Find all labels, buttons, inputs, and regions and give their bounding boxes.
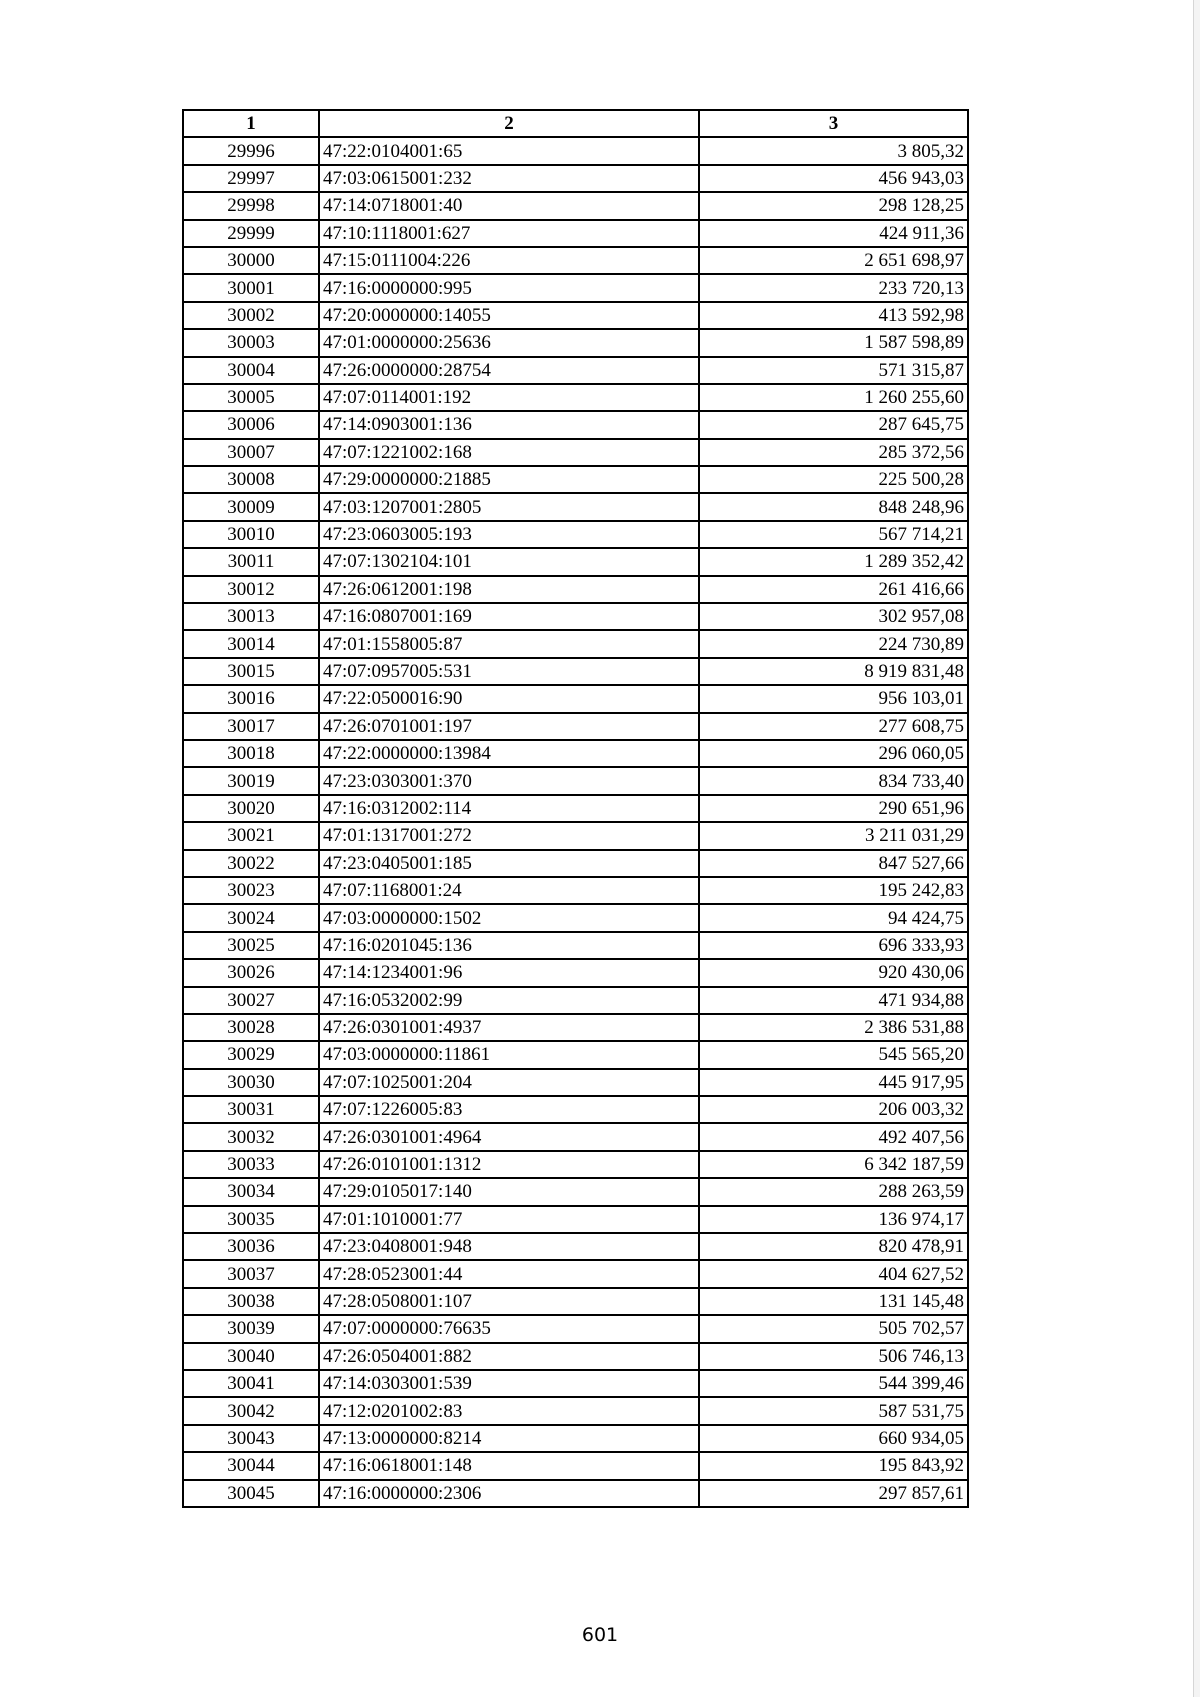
table-row — [183, 685, 968, 712]
row-number-cell: 29996 — [183, 137, 319, 164]
cadastral-number-cell: 47:16:0000000:2306 — [319, 1480, 699, 1507]
row-number-cell: 30022 — [183, 850, 319, 877]
value-cell: 290 651,96 — [699, 795, 968, 822]
table-row — [183, 384, 968, 411]
table-row — [183, 1452, 968, 1479]
value-cell: 6 342 187,59 — [699, 1151, 968, 1178]
cadastral-number-cell: 47:28:0508001:107 — [319, 1288, 699, 1315]
row-number-cell: 30023 — [183, 877, 319, 904]
cadastral-number-cell: 47:01:1317001:272 — [319, 822, 699, 849]
value-cell: 587 531,75 — [699, 1397, 968, 1424]
data-table — [182, 109, 969, 1508]
cadastral-number-cell: 47:26:0301001:4964 — [319, 1123, 699, 1150]
value-cell: 505 702,57 — [699, 1315, 968, 1342]
row-number-cell: 30015 — [183, 658, 319, 685]
row-number-cell: 30025 — [183, 932, 319, 959]
cadastral-number-cell: 47:16:0618001:148 — [319, 1452, 699, 1479]
value-cell: 3 211 031,29 — [699, 822, 968, 849]
value-cell: 3 805,32 — [699, 137, 968, 164]
value-cell: 492 407,56 — [699, 1123, 968, 1150]
row-number-cell: 30038 — [183, 1288, 319, 1315]
row-number-cell: 30041 — [183, 1370, 319, 1397]
value-cell: 696 333,93 — [699, 932, 968, 959]
table-row — [183, 630, 968, 657]
cadastral-number-cell: 47:01:1010001:77 — [319, 1206, 699, 1233]
table-row — [183, 1014, 968, 1041]
value-cell: 920 430,06 — [699, 959, 968, 986]
value-cell: 848 248,96 — [699, 493, 968, 520]
value-cell: 445 917,95 — [699, 1069, 968, 1096]
cadastral-number-cell: 47:07:1221002:168 — [319, 439, 699, 466]
cadastral-number-cell: 47:07:1168001:24 — [319, 877, 699, 904]
table-row — [183, 192, 968, 219]
table-row — [183, 247, 968, 274]
value-cell: 287 645,75 — [699, 411, 968, 438]
value-cell: 8 919 831,48 — [699, 658, 968, 685]
row-number-cell: 30021 — [183, 822, 319, 849]
row-number-cell: 30014 — [183, 630, 319, 657]
row-number-cell: 30010 — [183, 521, 319, 548]
table-row — [183, 1069, 968, 1096]
cadastral-number-cell: 47:12:0201002:83 — [319, 1397, 699, 1424]
cadastral-number-cell: 47:01:1558005:87 — [319, 630, 699, 657]
value-cell: 413 592,98 — [699, 302, 968, 329]
table-row — [183, 1151, 968, 1178]
value-cell: 288 263,59 — [699, 1178, 968, 1205]
table-row — [183, 959, 968, 986]
value-cell: 233 720,13 — [699, 274, 968, 301]
row-number-cell: 30026 — [183, 959, 319, 986]
row-number-cell: 30019 — [183, 767, 319, 794]
row-number-cell: 30042 — [183, 1397, 319, 1424]
cadastral-number-cell: 47:16:0532002:99 — [319, 987, 699, 1014]
table-row — [183, 1233, 968, 1260]
cadastral-number-cell: 47:14:0903001:136 — [319, 411, 699, 438]
table-row — [183, 1480, 968, 1507]
column-header-3: 3 — [699, 110, 968, 137]
value-cell: 660 934,05 — [699, 1425, 968, 1452]
value-cell: 136 974,17 — [699, 1206, 968, 1233]
cadastral-number-cell: 47:07:1302104:101 — [319, 548, 699, 575]
table-row — [183, 493, 968, 520]
cadastral-number-cell: 47:20:0000000:14055 — [319, 302, 699, 329]
row-number-cell: 30000 — [183, 247, 319, 274]
table-row — [183, 904, 968, 931]
row-number-cell: 30008 — [183, 466, 319, 493]
row-number-cell: 29997 — [183, 165, 319, 192]
value-cell: 195 843,92 — [699, 1452, 968, 1479]
table-row — [183, 357, 968, 384]
cadastral-number-cell: 47:26:0701001:197 — [319, 713, 699, 740]
cadastral-number-cell: 47:14:0718001:40 — [319, 192, 699, 219]
table-row — [183, 521, 968, 548]
value-cell: 956 103,01 — [699, 685, 968, 712]
table-row — [183, 603, 968, 630]
row-number-cell: 30003 — [183, 329, 319, 356]
value-cell: 1 587 598,89 — [699, 329, 968, 356]
table-row — [183, 658, 968, 685]
table-row — [183, 411, 968, 438]
row-number-cell: 30040 — [183, 1343, 319, 1370]
row-number-cell: 30018 — [183, 740, 319, 767]
row-number-cell: 30030 — [183, 1069, 319, 1096]
table-body — [183, 137, 968, 1507]
table-row — [183, 1425, 968, 1452]
value-cell: 404 627,52 — [699, 1260, 968, 1287]
table-row — [183, 1178, 968, 1205]
cadastral-number-cell: 47:03:0000000:1502 — [319, 904, 699, 931]
row-number-cell: 30044 — [183, 1452, 319, 1479]
table-row — [183, 137, 968, 164]
row-number-cell: 30002 — [183, 302, 319, 329]
cadastral-number-cell: 47:16:0807001:169 — [319, 603, 699, 630]
cadastral-number-cell: 47:22:0104001:65 — [319, 137, 699, 164]
row-number-cell: 30012 — [183, 576, 319, 603]
value-cell: 567 714,21 — [699, 521, 968, 548]
row-number-cell: 30011 — [183, 548, 319, 575]
table-row — [183, 165, 968, 192]
value-cell: 847 527,66 — [699, 850, 968, 877]
cadastral-number-cell: 47:29:0000000:21885 — [319, 466, 699, 493]
row-number-cell: 30036 — [183, 1233, 319, 1260]
cadastral-number-cell: 47:26:0000000:28754 — [319, 357, 699, 384]
row-number-cell: 30016 — [183, 685, 319, 712]
row-number-cell: 30020 — [183, 795, 319, 822]
value-cell: 94 424,75 — [699, 904, 968, 931]
cadastral-number-cell: 47:26:0504001:882 — [319, 1343, 699, 1370]
table-row — [183, 1315, 968, 1342]
table-header-row — [183, 110, 968, 137]
table-row — [183, 987, 968, 1014]
table-row — [183, 466, 968, 493]
row-number-cell: 29999 — [183, 220, 319, 247]
table-row — [183, 932, 968, 959]
value-cell: 195 242,83 — [699, 877, 968, 904]
cadastral-number-cell: 47:23:0303001:370 — [319, 767, 699, 794]
table-row — [183, 302, 968, 329]
cadastral-number-cell: 47:07:0000000:76635 — [319, 1315, 699, 1342]
table-row — [183, 877, 968, 904]
row-number-cell: 30009 — [183, 493, 319, 520]
row-number-cell: 30007 — [183, 439, 319, 466]
value-cell: 1 289 352,42 — [699, 548, 968, 575]
value-cell: 298 128,25 — [699, 192, 968, 219]
table-row — [183, 1206, 968, 1233]
row-number-cell: 30029 — [183, 1041, 319, 1068]
row-number-cell: 30001 — [183, 274, 319, 301]
value-cell: 424 911,36 — [699, 220, 968, 247]
table-row — [183, 713, 968, 740]
cadastral-number-cell: 47:15:0111004:226 — [319, 247, 699, 274]
value-cell: 2 651 698,97 — [699, 247, 968, 274]
row-number-cell: 30005 — [183, 384, 319, 411]
cadastral-number-cell: 47:22:0000000:13984 — [319, 740, 699, 767]
row-number-cell: 30032 — [183, 1123, 319, 1150]
cadastral-number-cell: 47:03:1207001:2805 — [319, 493, 699, 520]
value-cell: 544 399,46 — [699, 1370, 968, 1397]
cadastral-number-cell: 47:26:0612001:198 — [319, 576, 699, 603]
table-row — [183, 1370, 968, 1397]
table-row — [183, 220, 968, 247]
cadastral-number-cell: 47:07:1025001:204 — [319, 1069, 699, 1096]
cadastral-number-cell: 47:14:0303001:539 — [319, 1370, 699, 1397]
value-cell: 571 315,87 — [699, 357, 968, 384]
table-row — [183, 1397, 968, 1424]
cadastral-number-cell: 47:16:0312002:114 — [319, 795, 699, 822]
row-number-cell: 30033 — [183, 1151, 319, 1178]
cadastral-number-cell: 47:29:0105017:140 — [319, 1178, 699, 1205]
table-row — [183, 850, 968, 877]
value-cell: 131 145,48 — [699, 1288, 968, 1315]
value-cell: 820 478,91 — [699, 1233, 968, 1260]
row-number-cell: 30028 — [183, 1014, 319, 1041]
table-row — [183, 1096, 968, 1123]
cadastral-number-cell: 47:03:0000000:11861 — [319, 1041, 699, 1068]
row-number-cell: 30027 — [183, 987, 319, 1014]
cadastral-number-cell: 47:28:0523001:44 — [319, 1260, 699, 1287]
value-cell: 302 957,08 — [699, 603, 968, 630]
table-row — [183, 329, 968, 356]
cadastral-number-cell: 47:03:0615001:232 — [319, 165, 699, 192]
value-cell: 545 565,20 — [699, 1041, 968, 1068]
row-number-cell: 30035 — [183, 1206, 319, 1233]
table-row — [183, 1123, 968, 1150]
table-row — [183, 439, 968, 466]
table-row — [183, 274, 968, 301]
column-header-1: 1 — [183, 110, 319, 137]
table-row — [183, 740, 968, 767]
row-number-cell: 30006 — [183, 411, 319, 438]
table-row — [183, 548, 968, 575]
cadastral-number-cell: 47:13:0000000:8214 — [319, 1425, 699, 1452]
table-row — [183, 1260, 968, 1287]
row-number-cell: 29998 — [183, 192, 319, 219]
value-cell: 285 372,56 — [699, 439, 968, 466]
cadastral-number-cell: 47:10:1118001:627 — [319, 220, 699, 247]
table-row — [183, 1343, 968, 1370]
cadastral-number-cell: 47:07:0957005:531 — [319, 658, 699, 685]
cadastral-number-cell: 47:07:0114001:192 — [319, 384, 699, 411]
cadastral-number-cell: 47:14:1234001:96 — [319, 959, 699, 986]
cadastral-number-cell: 47:01:0000000:25636 — [319, 329, 699, 356]
cadastral-number-cell: 47:26:0101001:1312 — [319, 1151, 699, 1178]
row-number-cell: 30017 — [183, 713, 319, 740]
value-cell: 834 733,40 — [699, 767, 968, 794]
table-row — [183, 576, 968, 603]
cadastral-number-cell: 47:16:0201045:136 — [319, 932, 699, 959]
cadastral-number-cell: 47:16:0000000:995 — [319, 274, 699, 301]
value-cell: 225 500,28 — [699, 466, 968, 493]
value-cell: 297 857,61 — [699, 1480, 968, 1507]
value-cell: 296 060,05 — [699, 740, 968, 767]
cadastral-number-cell: 47:23:0405001:185 — [319, 850, 699, 877]
row-number-cell: 30039 — [183, 1315, 319, 1342]
page-edge-scrollbar — [1193, 0, 1200, 1697]
value-cell: 206 003,32 — [699, 1096, 968, 1123]
value-cell: 1 260 255,60 — [699, 384, 968, 411]
table-row — [183, 767, 968, 794]
value-cell: 471 934,88 — [699, 987, 968, 1014]
value-cell: 261 416,66 — [699, 576, 968, 603]
row-number-cell: 30037 — [183, 1260, 319, 1287]
table-row — [183, 822, 968, 849]
cadastral-number-cell: 47:23:0408001:948 — [319, 1233, 699, 1260]
value-cell: 456 943,03 — [699, 165, 968, 192]
row-number-cell: 30034 — [183, 1178, 319, 1205]
cadastral-number-cell: 47:07:1226005:83 — [319, 1096, 699, 1123]
row-number-cell: 30031 — [183, 1096, 319, 1123]
page-number: 601 — [581, 1624, 619, 1646]
value-cell: 277 608,75 — [699, 713, 968, 740]
row-number-cell: 30013 — [183, 603, 319, 630]
column-header-2: 2 — [319, 110, 699, 137]
row-number-cell: 30045 — [183, 1480, 319, 1507]
table-row — [183, 1041, 968, 1068]
value-cell: 224 730,89 — [699, 630, 968, 657]
table-row — [183, 795, 968, 822]
table-row — [183, 1288, 968, 1315]
value-cell: 2 386 531,88 — [699, 1014, 968, 1041]
cadastral-number-cell: 47:26:0301001:4937 — [319, 1014, 699, 1041]
cadastral-number-cell: 47:22:0500016:90 — [319, 685, 699, 712]
value-cell: 506 746,13 — [699, 1343, 968, 1370]
row-number-cell: 30043 — [183, 1425, 319, 1452]
row-number-cell: 30024 — [183, 904, 319, 931]
cadastral-number-cell: 47:23:0603005:193 — [319, 521, 699, 548]
row-number-cell: 30004 — [183, 357, 319, 384]
